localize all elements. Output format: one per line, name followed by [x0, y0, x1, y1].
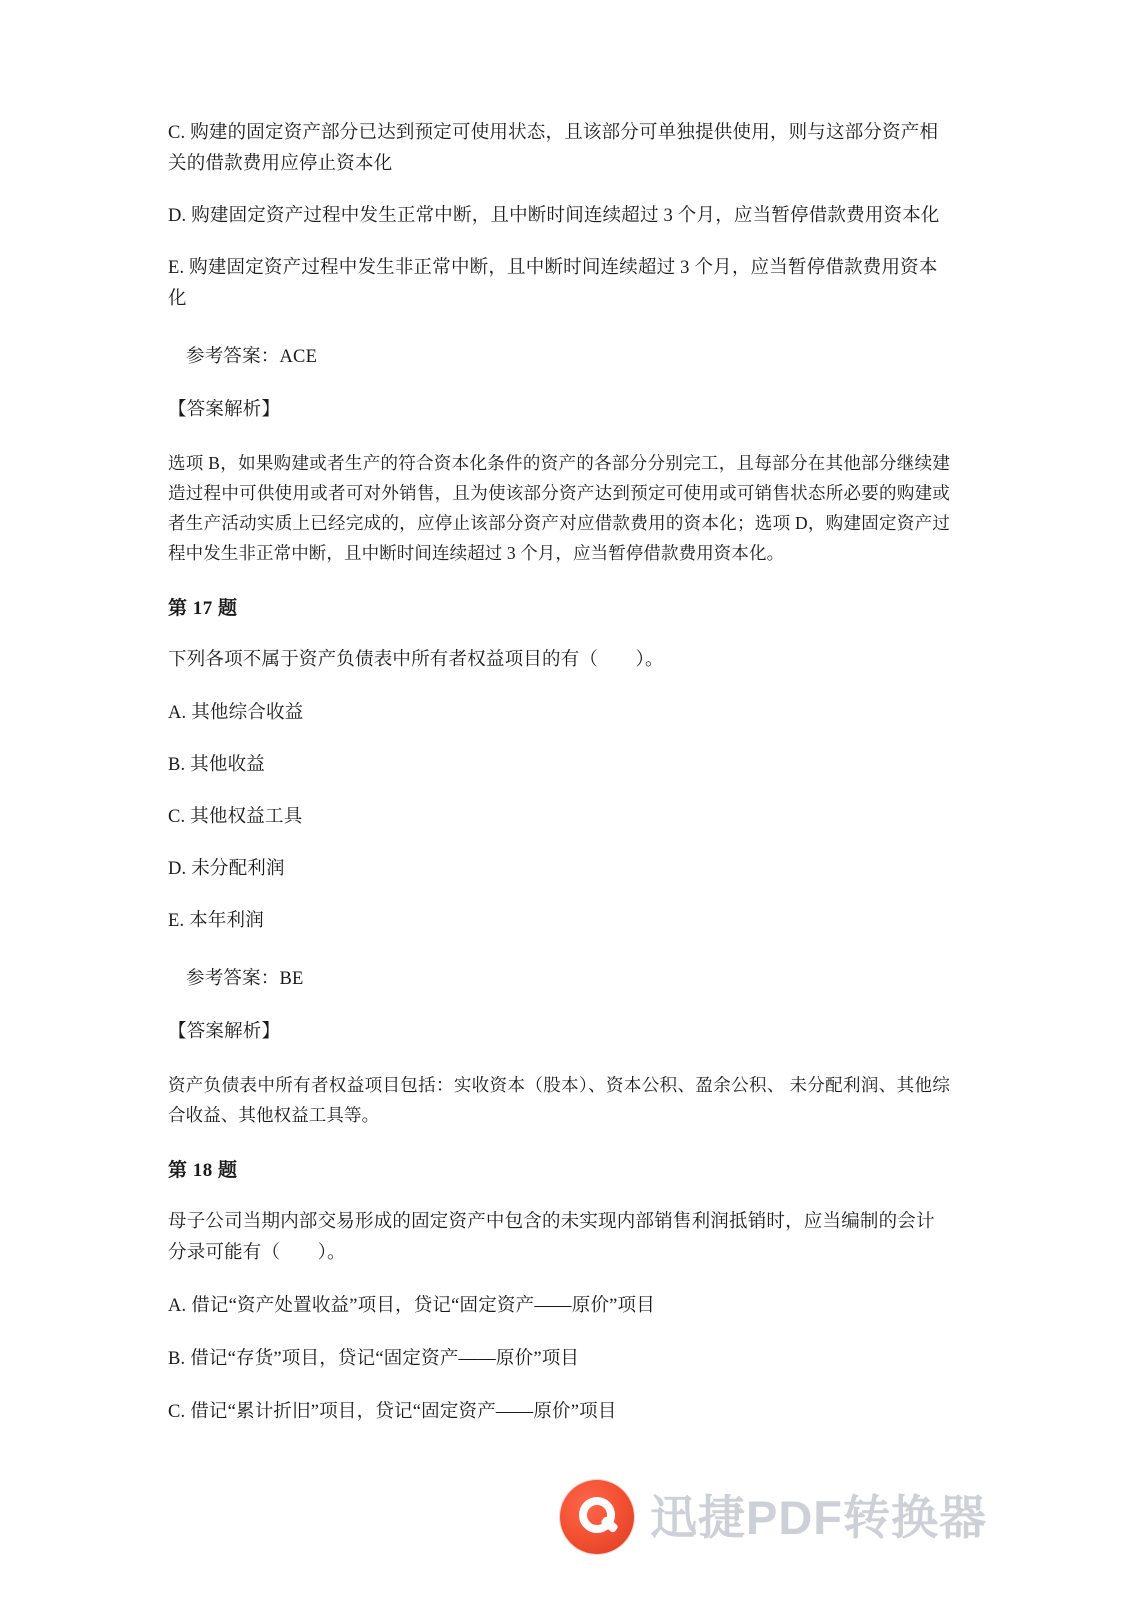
document-body	[168, 118, 950, 1450]
option-item: B. 借记“存货”项目，贷记“固定资产——原价”项目	[168, 1349, 580, 1369]
watermark	[560, 1472, 987, 1562]
magnifier-icon	[560, 1480, 634, 1554]
option-item: C. 购建的固定资产部分已达到预定可使用状态，且该部分可单独提供使用，则与这部分资产相关的借款费用应停止资本化	[168, 123, 939, 174]
reference-answer: 参考答案：BE	[186, 969, 304, 989]
option-item: A. 借记“资产处置收益”项目，贷记“固定资产——原价”项目	[168, 1296, 655, 1316]
analysis-heading: 【答案解析】	[168, 1022, 281, 1042]
reference-answer: 参考答案：ACE	[186, 347, 318, 367]
option-item: A. 其他综合收益	[168, 703, 304, 723]
question-title: 第 17 题	[168, 598, 238, 619]
option-item: C. 借记“累计折旧”项目，贷记“固定资产——原价”项目	[168, 1402, 617, 1422]
option-item: E. 本年利润	[168, 911, 264, 931]
option-item: E. 购建固定资产过程中发生非正常中断，且中断时间连续超过 3 个月，应当暂停借款费用资本化	[168, 258, 938, 309]
question-title: 第 18 题	[168, 1160, 238, 1181]
analysis-text: 资产负债表中所有者权益项目包括：实收资本（股本）、资本公积、盈余公积、 未分配利润、其他综合收益、其他权益工具等。	[168, 1075, 950, 1125]
question-stem: 母子公司当期内部交易形成的固定资产中包含的未实现内部销售利润抵销时，应当编制的会计分录可能有（ ）。	[168, 1212, 935, 1263]
option-item: C. 其他权益工具	[168, 807, 303, 827]
watermark-label: 迅捷PDF转换器	[650, 1490, 987, 1544]
option-item: D. 购建固定资产过程中发生正常中断，且中断时间连续超过 3 个月，应当暂停借款费用资本化	[168, 206, 940, 226]
analysis-heading: 【答案解析】	[168, 400, 281, 420]
analysis-text: 选项 B，如果购建或者生产的符合资本化条件的资产的各部分分别完工，且每部分在其他部分继续建造过程中可供使用或者可对外销售，且为使该部分资产达到预定可使用或可销售状态所必要的购建或者生产活动实质上已经完成的，应停止该部分资产对应借款费用的资本化；选项 D，购建固定资产过程中发生非正常中断，且中断时间连续超过 3 个月，应当暂停借款费用资本化。	[168, 453, 950, 563]
question-stem: 下列各项不属于资产负债表中所有者权益项目的有（ ）。	[168, 650, 664, 670]
option-item: B. 其他收益	[168, 755, 265, 775]
option-item: D. 未分配利润	[168, 859, 285, 879]
